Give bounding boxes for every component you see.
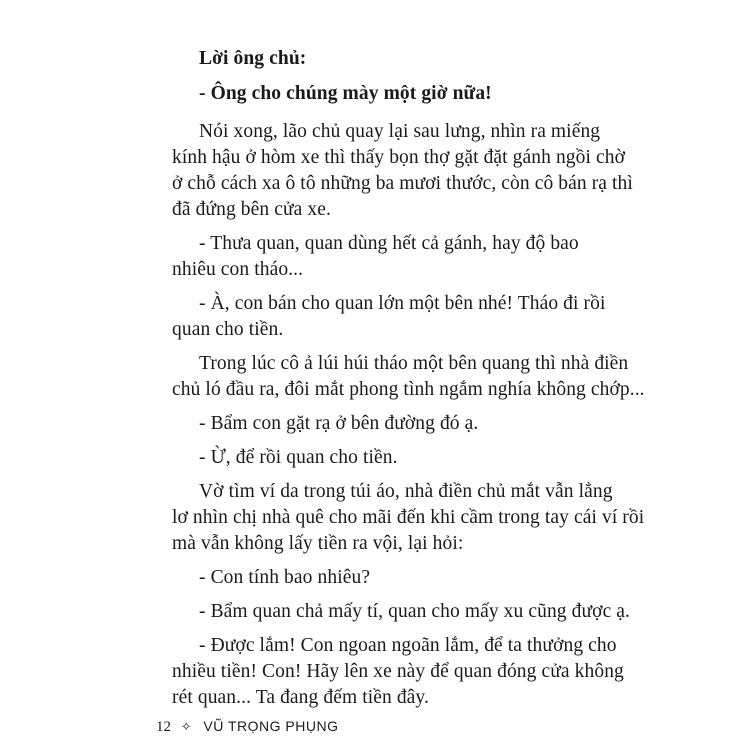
text-line: lơ nhìn chị nhà quê cho mãi đến khi cầm trong tay cái ví rồi: [172, 507, 645, 528]
text-line: - Thưa quan, quan dùng hết cả gánh, hay độ bao: [199, 233, 579, 254]
text-line: chủ ló đầu ra, đôi mắt phong tình ngắm nghía không chớp...: [172, 379, 645, 400]
text-line: nhiều tiền! Con! Hãy lên xe này để quan đóng cửa không: [172, 661, 624, 682]
text-line: - Ông cho chúng mày một giờ nữa!: [199, 83, 492, 104]
text-line: - Bẩm quan chả mấy tí, quan cho mấy xu cũng được ạ.: [199, 601, 631, 622]
text-line: - Được lắm! Con ngoan ngoãn lắm, để ta thưởng cho: [199, 635, 617, 656]
text-line: Trong lúc cô ả lúi húi tháo một bên quang thì nhà điền: [199, 353, 629, 374]
text-line: kính hậu ở hòm xe thì thấy bọn thợ gặt đặt gánh ngồi chờ: [172, 147, 626, 168]
text-line: - Ừ, để rồi quan cho tiền.: [199, 447, 398, 468]
text-line: - Bẩm con gặt rạ ở bên đường đó ạ.: [199, 413, 479, 434]
text-line: - À, con bán cho quan lớn một bên nhé! Tháo đi rồi: [199, 293, 606, 314]
text-line: - Con tính bao nhiêu?: [199, 567, 371, 588]
text-line: Vờ tìm ví da trong túi áo, nhà điền chủ mắt vẫn lẳng: [199, 481, 613, 502]
text-line: mà vẫn không lấy tiền ra vội, lại hỏi:: [172, 533, 464, 554]
text-line: ở chỗ cách xa ô tô những ba mươi thước, còn cô bán rạ thì: [172, 173, 633, 194]
page-number: 12: [156, 719, 171, 735]
separator-icon: ✧: [180, 719, 192, 734]
page-footer: [156, 716, 339, 737]
text-line: rét quan... Ta đang đếm tiền đây.: [172, 687, 429, 708]
text-line: nhiêu con tháo...: [172, 259, 304, 280]
text-line: Nói xong, lão chủ quay lại sau lưng, nhìn ra miếng: [199, 121, 601, 142]
text-line: quan cho tiền.: [172, 319, 284, 340]
speaker-heading: Lời ông chủ:: [199, 48, 307, 69]
author-name: VŨ TRỌNG PHỤNG: [203, 718, 339, 734]
text-line: đã đứng bên cửa xe.: [172, 199, 331, 220]
